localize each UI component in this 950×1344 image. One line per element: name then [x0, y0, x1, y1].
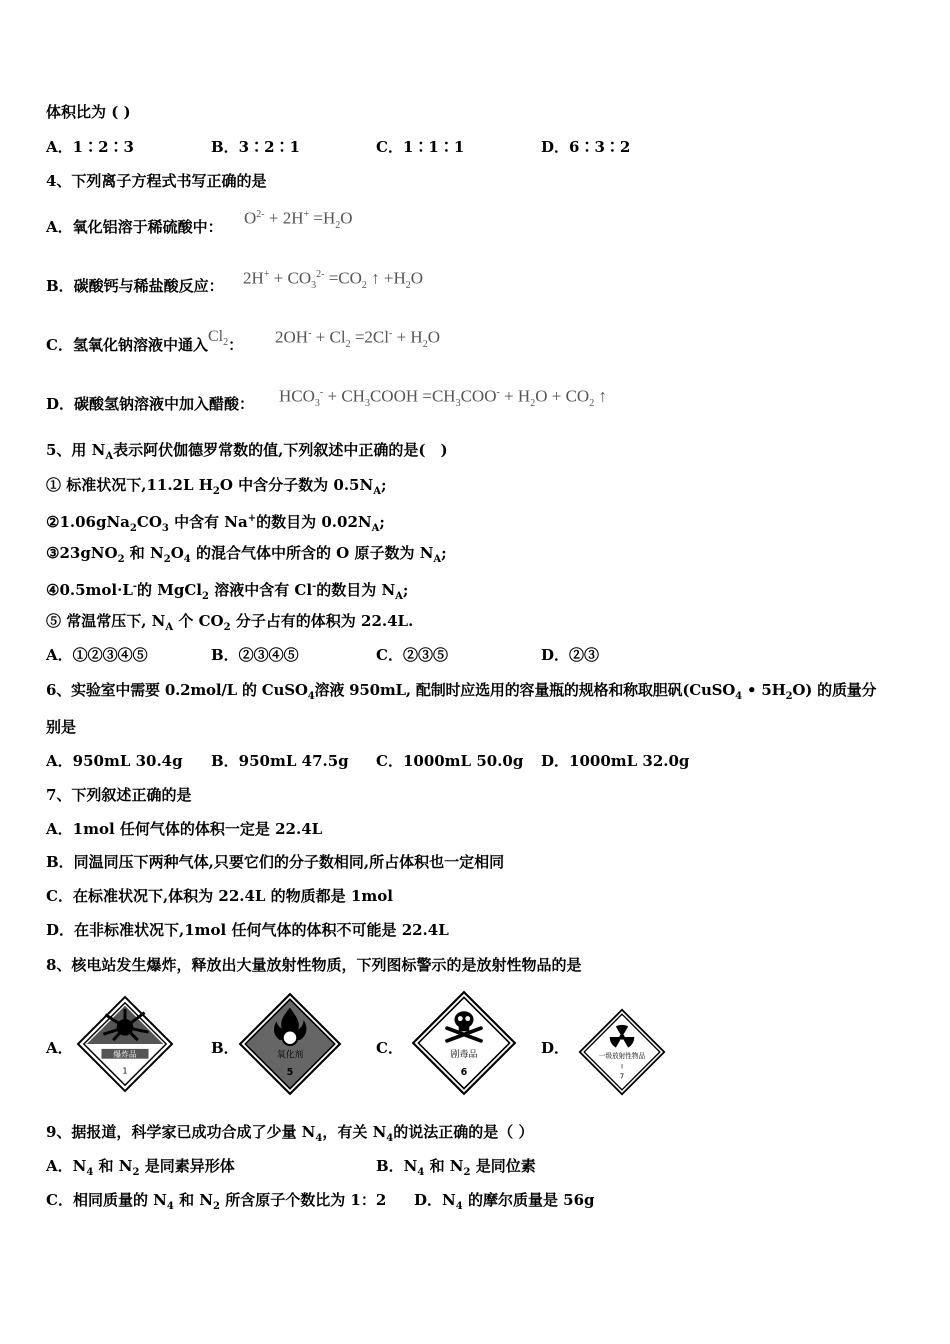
- explosive-sign-number: 1: [122, 1066, 128, 1076]
- q7-option-b: B．同温同压下两种气体,只要它们的分子数相同,所占体积也一定相同: [46, 853, 505, 871]
- oxidizer-sign-number: 5: [286, 1067, 294, 1079]
- radioactive-sign-number: 7: [619, 1071, 625, 1081]
- q6-option-c: C．1000mL 50.0g: [376, 752, 524, 770]
- q6-stem-line-2: 别是: [46, 718, 77, 736]
- radioactive-sign-roman: I: [621, 1063, 623, 1071]
- toxic-sign-number: 6: [460, 1066, 468, 1078]
- q4-equation-c: $2OH^- + Cl_2 =2Cl^- + H_2O$: [275, 327, 440, 351]
- q8-option-d-label: D．: [541, 1039, 570, 1057]
- q5-statement-1: ① 标准状况下,11.2L $H_2O$ 中含分子数为 $0.5N_A$;: [46, 476, 387, 497]
- q8-stem: 8、核电站发生爆炸，释放出大量放射性物质，下列图标警示的是放射性物品的是: [46, 956, 582, 974]
- toxic-hazard-sign-icon: [411, 990, 517, 1096]
- q6-stem-line-1: 6、实验室中需要 0.2mol/L 的 CuSO$_4$溶液 950mL, 配制时应选用的容量瓶的规格和称取胆矾(CuSO$_4$ • $5H_2O$) 的质量分: [46, 681, 877, 702]
- q3-option-a: A．1∶2∶3: [46, 138, 134, 156]
- oxidizer-sign-text: 氧化剂: [276, 1050, 304, 1061]
- q4-equation-d: $HCO_3^-$ + $CH_3COOH =CH_3COO^- + H_2O + CO_2$ ↑: [279, 386, 607, 410]
- q9-option-a: A．$N_4$ 和 $N_2$ 是同素异形体: [46, 1157, 235, 1178]
- q5-statement-3: ③23gNO$_2$ 和 $N_2O_4$ 的混合气体中所含的 O 原子数为 $N_A$;: [46, 544, 447, 565]
- explosive-sign-text: 爆炸品: [113, 1050, 137, 1060]
- q3-option-b: B．3∶2∶1: [211, 138, 300, 156]
- q5-option-d: D．②③: [541, 646, 600, 664]
- radioactive-hazard-sign-icon: [578, 1008, 666, 1096]
- q9-stem: 9、据报道，科学家已成功合成了少量 $N_4$，有关 $N_4$的说法正确的是（ ）: [46, 1123, 534, 1144]
- q4-option-b-label: B．碳酸钙与稀盐酸反应：: [46, 277, 224, 295]
- q4-option-c-label: C．氢氧化钠溶液中通入$Cl_2$：: [46, 328, 244, 354]
- q9-option-c: C．相同质量的 $N_4$ 和 $N_2$ 所含原子个数比为 1：2: [46, 1191, 387, 1212]
- q5-statement-5: ⑤ 常温常压下, $N_A$ 个 $CO_2$ 分子占有的体积为 22.4L.: [46, 612, 414, 633]
- q3-option-d: D．6∶3∶2: [541, 138, 631, 156]
- q6-option-b: B．950mL 47.5g: [211, 752, 349, 770]
- q8-option-c-label: C．: [376, 1039, 403, 1057]
- q7-option-d: D．在非标准状况下,1mol 任何气体的体积不可能是 22.4L: [46, 921, 449, 939]
- oxidizer-hazard-sign-icon: [238, 992, 342, 1096]
- q5-statement-4: ④0.5mol·L-的 MgCl$_2$ 溶液中含有 Cl-的数目为 $N_A$;: [46, 581, 409, 602]
- q7-option-a: A．1mol 任何气体的体积一定是 22.4L: [46, 820, 323, 838]
- q5-option-c: C．②③⑤: [376, 646, 448, 664]
- q4-equation-b: $2H^+ + CO_3^{2-} =CO_2$ ↑ $+H_2O$: [243, 268, 424, 292]
- q5-stem: 5、用 $N_A$表示阿伏伽德罗常数的值,下列叙述中正确的是( ): [46, 441, 448, 462]
- q9-option-d: D．$N_4$ 的摩尔质量是 56g: [414, 1191, 595, 1212]
- q7-stem: 7、下列叙述正确的是: [46, 786, 192, 804]
- q5-option-a: A．①②③④⑤: [46, 646, 148, 664]
- q9-option-b: B．$N_4$ 和 $N_2$ 是同位素: [376, 1157, 536, 1178]
- q4-option-d-label: D．碳酸氢钠溶液中加入醋酸：: [46, 395, 255, 413]
- q7-option-c: C．在标准状况下,体积为 22.4L 的物质都是 1mol: [46, 887, 393, 905]
- q6-option-d: D．1000mL 32.0g: [541, 752, 690, 770]
- q8-option-b-label: B．: [211, 1039, 239, 1057]
- q8-option-a-label: A．: [46, 1039, 73, 1057]
- q4-equation-a: $O^{2-} + 2H^+ =H_2O$: [244, 208, 353, 232]
- toxic-sign-text: 剧毒品: [450, 1049, 478, 1060]
- q4-stem: 4、下列离子方程式书写正确的是: [46, 172, 267, 190]
- q4-option-a-label: A．氧化铝溶于稀硫酸中：: [46, 218, 223, 236]
- q3-option-c: C．1∶1∶1: [376, 138, 465, 156]
- q5-statement-2: $②1.06gNa_2CO_3$ 中含有 Na+的数目为 $0.02N_A$;: [46, 513, 385, 534]
- explosive-hazard-sign-icon: [76, 995, 174, 1093]
- q6-option-a: A．950mL 30.4g: [46, 752, 183, 770]
- q3-stem-tail: 体积比为 ( ): [46, 103, 131, 121]
- radioactive-sign-text: 一级放射性物品: [598, 1052, 646, 1061]
- q5-option-b: B．②③④⑤: [211, 646, 299, 664]
